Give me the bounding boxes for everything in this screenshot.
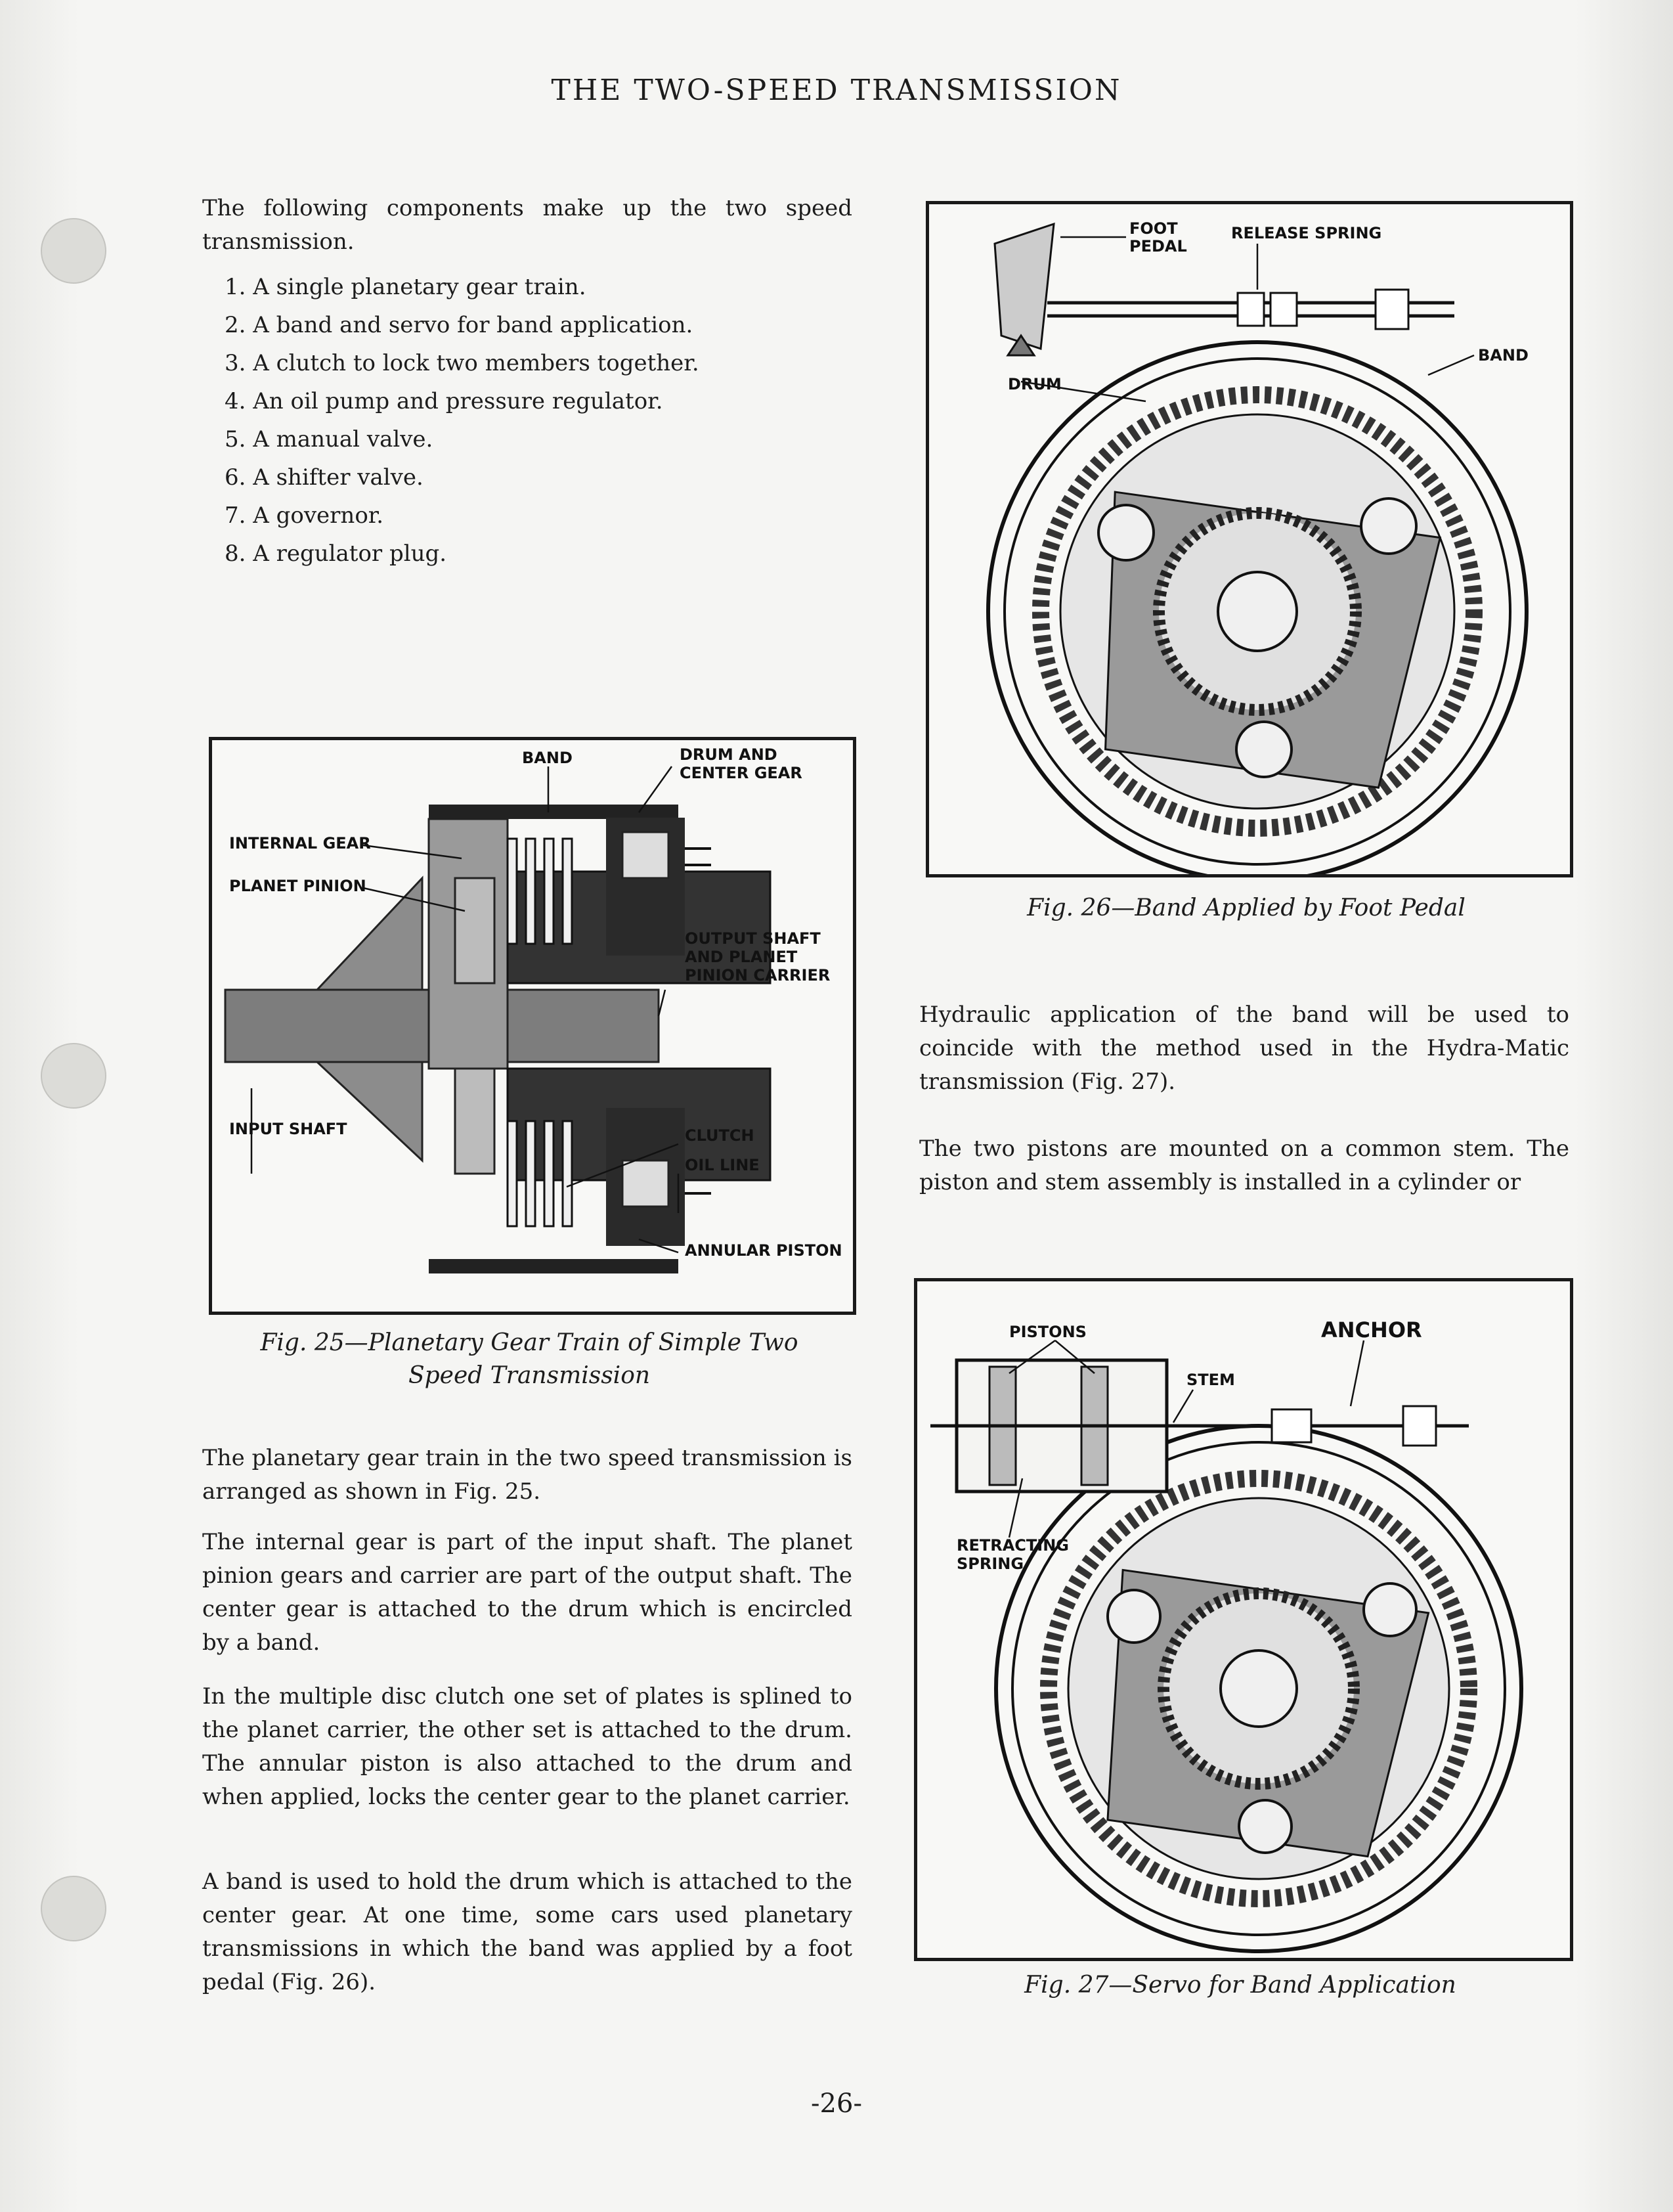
paragraph: The two pistons are mounted on a common stem. The piston and stem assembly is installed in a cylinder or xyxy=(919,1136,1569,1195)
fig25-label-internal-gear: INTERNAL GEAR xyxy=(229,834,371,852)
fig25-label-output-2: AND PLANET xyxy=(685,948,798,966)
list-item: 6. A shifter valve. xyxy=(225,464,424,491)
fig26-label-foot: FOOT xyxy=(1129,219,1178,238)
list-item: 2. A band and servo for band application. xyxy=(225,312,693,338)
fig25-label-band: BAND xyxy=(522,749,573,767)
fig26-label-drum: DRUM xyxy=(1008,375,1062,393)
fig25-caption-line-1: Fig. 25—Planetary Gear Train of Simple Two xyxy=(260,1329,798,1356)
fig25-label-output: OUTPUT SHAFT xyxy=(685,929,821,948)
list-item: 5. A manual valve. xyxy=(225,426,433,453)
fig25-diagram xyxy=(209,737,856,1315)
fig25-label-clutch: CLUTCH xyxy=(685,1126,754,1145)
fig25-label-drum: DRUM AND xyxy=(680,745,777,764)
fig27-label-retracting: RETRACTING xyxy=(957,1536,1069,1555)
fig27-label-spring: SPRING xyxy=(957,1555,1024,1573)
fig25-label-drum-2: CENTER GEAR xyxy=(680,764,802,782)
list-item: 3. A clutch to lock two members together. xyxy=(225,350,699,376)
fig27-label-anchor: ANCHOR xyxy=(1321,1317,1422,1342)
components-list xyxy=(225,268,699,573)
binder-hole xyxy=(41,218,106,284)
fig25-label-input-shaft: INPUT SHAFT xyxy=(229,1120,347,1138)
paragraph: A band is used to hold the drum which is attached to the center gear. At one time, some cars used planetary transmissions in which the band was applied by a foot pedal (Fig. 26). xyxy=(202,1869,852,1995)
fig25-label-oil-line: OIL LINE xyxy=(685,1156,760,1174)
fig25-caption xyxy=(209,1327,850,1392)
paragraph: In the multiple disc clutch one set of plates is splined to the planet carrier, the other set is attached to the drum. The annular piston is also attached to the drum and when applied, locks the center gear to the planet carrier. xyxy=(202,1683,852,1810)
fig25-label-planet-pinion: PLANET PINION xyxy=(229,877,366,895)
fig26-diagram xyxy=(926,201,1573,877)
page-number: -26- xyxy=(811,2089,862,2119)
fig26-label-band: BAND xyxy=(1478,346,1529,365)
intro-paragraph: The following components make up the two speed transmission. xyxy=(202,195,852,255)
paragraph: The planetary gear train in the two speed transmission is arranged as shown in Fig. 25. xyxy=(202,1445,852,1505)
binder-hole xyxy=(41,1876,106,1941)
fig27-label-pistons: PISTONS xyxy=(1009,1323,1087,1341)
list-item: 8. A regulator plug. xyxy=(225,541,447,567)
list-item: 4. An oil pump and pressure regulator. xyxy=(225,388,663,414)
fig25-caption-line-2: Speed Transmission xyxy=(408,1362,651,1389)
fig27-label-stem: STEM xyxy=(1186,1371,1235,1389)
fig27-caption: Fig. 27—Servo for Band Application xyxy=(1024,1972,1456,1999)
fig26-label-pedal: PEDAL xyxy=(1129,237,1187,255)
fig25-label-output-3: PINION CARRIER xyxy=(685,966,831,984)
paragraph: Hydraulic application of the band will be used to coincide with the method used in the Hydra-Matic transmission (Fig. 27). xyxy=(919,1002,1569,1095)
paragraph: The internal gear is part of the input shaft. The planet pinion gears and carrier are part of the output shaft. The center gear is attached to the drum which is encircled by a band. xyxy=(202,1529,852,1656)
binder-hole xyxy=(41,1043,106,1109)
fig25-label-annular-piston: ANNULAR PISTON xyxy=(685,1241,842,1260)
page-title: THE TWO-SPEED TRANSMISSION xyxy=(551,74,1122,107)
fig27-diagram xyxy=(914,1278,1573,1961)
fig26-caption: Fig. 26—Band Applied by Foot Pedal xyxy=(1027,895,1466,921)
list-item: 1. A single planetary gear train. xyxy=(225,274,586,300)
list-item: 7. A governor. xyxy=(225,502,384,529)
fig26-label-release-spring: RELEASE SPRING xyxy=(1231,224,1382,242)
